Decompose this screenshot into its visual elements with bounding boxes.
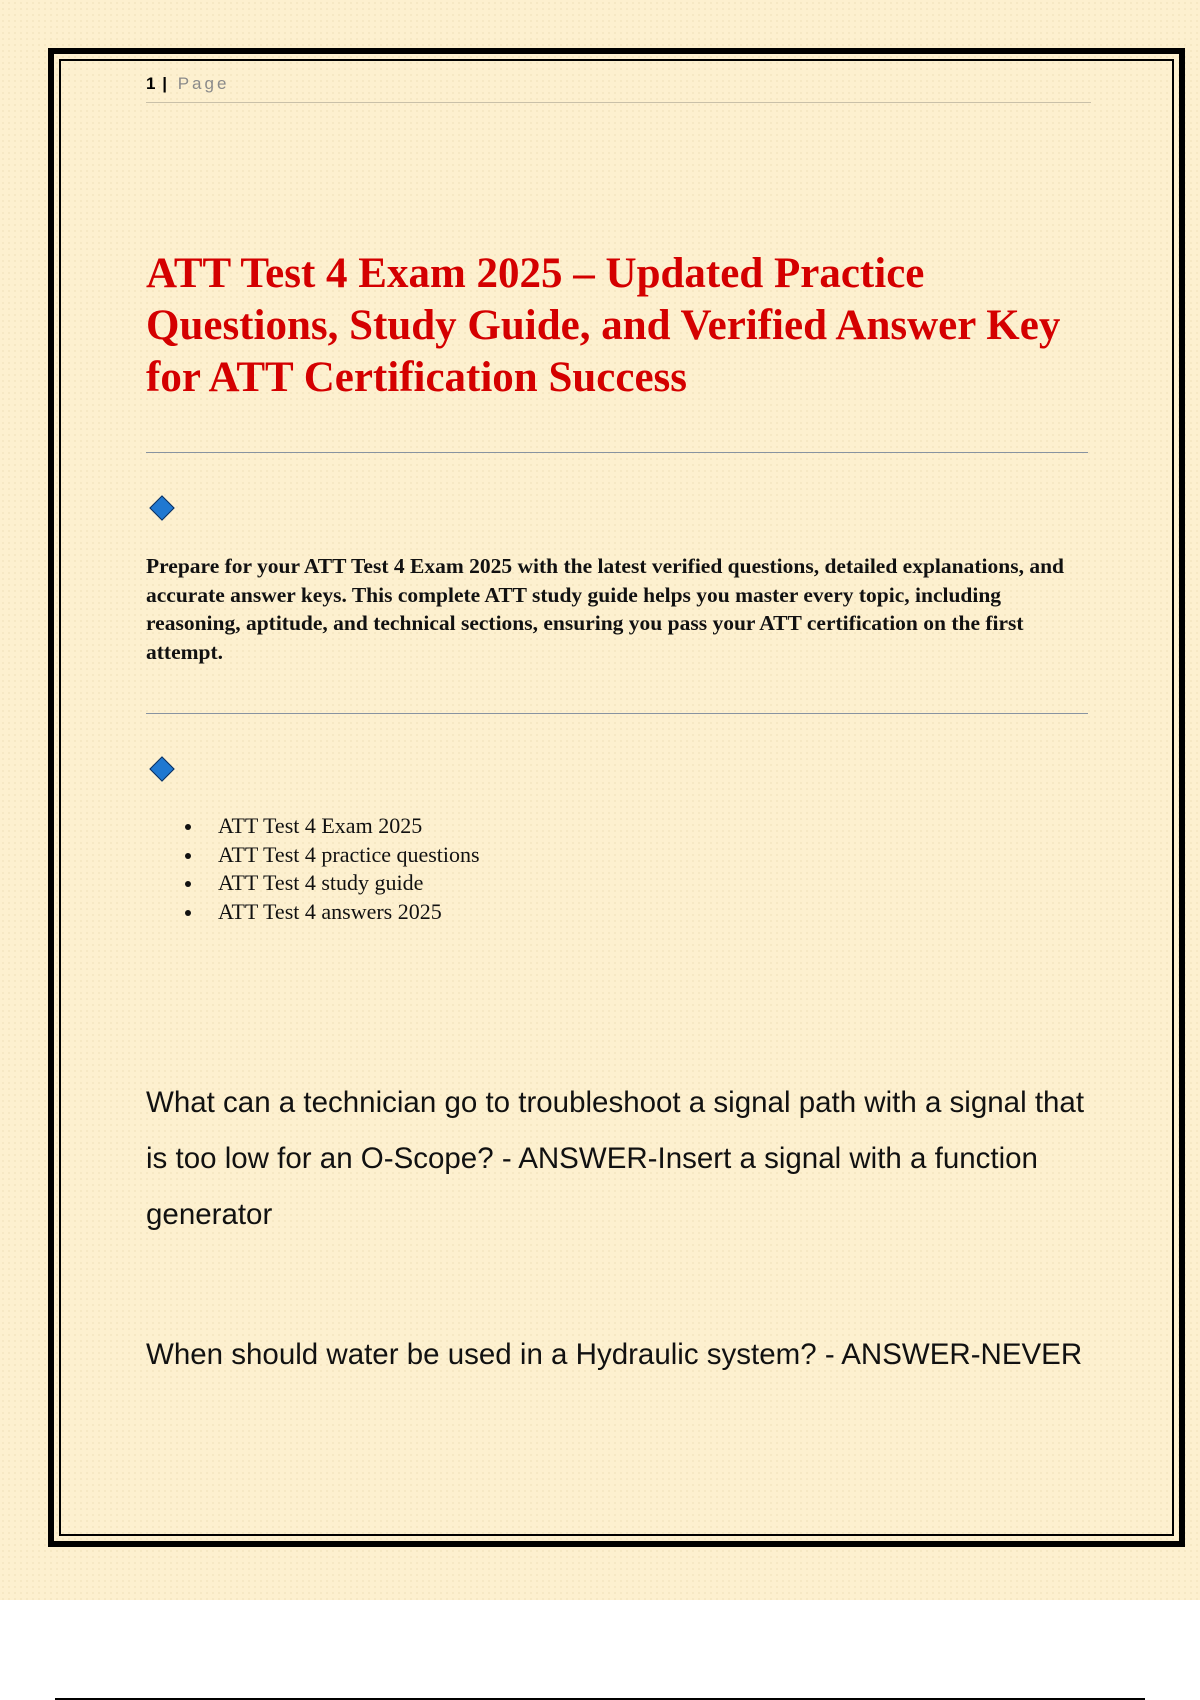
question-answer-2: When should water be used in a Hydraulic system? - ANSWER-NEVER bbox=[146, 1338, 1083, 1371]
keyword-item: ATT Test 4 practice questions bbox=[183, 841, 480, 870]
intro-paragraph: Prepare for your ATT Test 4 Exam 2025 with the latest verified questions, detailed explanations, and accurate answer keys. This complete ATT study guide helps you master every topic, including reasoning, aptitude, and technical sections, ensuring you pass your ATT certification on the first attempt. bbox=[146, 554, 1064, 664]
question-answer-1: What can a technician go to troubleshoot a signal path with a signal that is too low for an O-Scope? - ANSWER-Insert a signal with a function generator bbox=[146, 1086, 1085, 1231]
keyword-item: ATT Test 4 answers 2025 bbox=[183, 898, 480, 927]
page-label: Page bbox=[177, 74, 230, 93]
page-number: 1 bbox=[146, 74, 156, 93]
document-title: ATT Test 4 Exam 2025 – Updated Practice Questions, Study Guide, and Verified Answer Key for ATT Certification Success bbox=[146, 250, 1061, 401]
horizontal-rule bbox=[146, 713, 1088, 714]
keyword-item: ATT Test 4 Exam 2025 bbox=[183, 812, 480, 841]
horizontal-rule bbox=[146, 452, 1088, 453]
keyword-list bbox=[183, 812, 480, 926]
page-header bbox=[146, 74, 1091, 103]
page-header-separator: | bbox=[162, 74, 167, 93]
keyword-item: ATT Test 4 study guide bbox=[183, 869, 480, 898]
